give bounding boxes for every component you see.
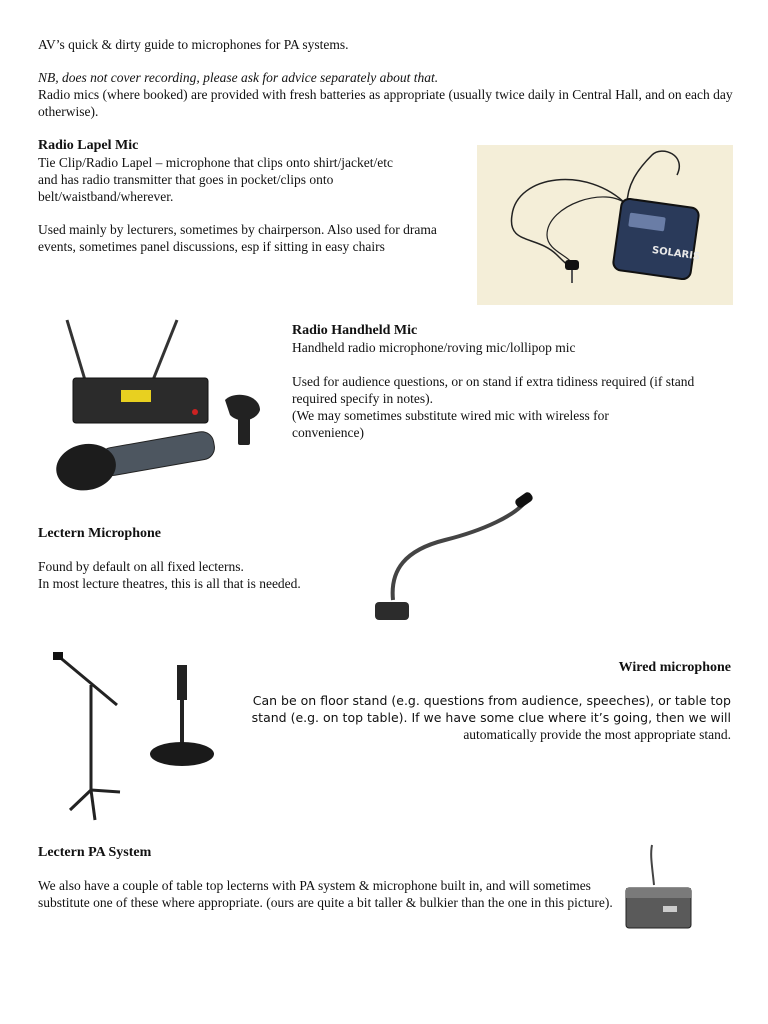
lectern-mic-line1: Found by default on all fixed lecterns. [38, 559, 244, 574]
batteries-note: Radio mics (where booked) are provided with fresh batteries as appropriate (usually twice daily in Central Hall, and on each day otherwise). [38, 87, 733, 119]
wired-line2: stand (e.g. on top table). If we have some clue where it’s going, then we will [251, 710, 731, 725]
lectern-pa-photo [618, 840, 698, 935]
table-stand-icon [150, 665, 214, 766]
mic-base-icon [375, 602, 409, 620]
lapel-clip-mic-icon [565, 260, 579, 270]
transmitter-brand-label: SOLARIS [651, 244, 701, 263]
radio-transmitter-icon [612, 198, 699, 280]
wired-line1: Can be on floor stand (e.g. questions from audience, speeches), or table top [252, 693, 731, 708]
lapel-mic-photo [477, 145, 733, 305]
antenna-right-icon [153, 320, 177, 380]
lapel-heading: Radio Lapel Mic [38, 138, 139, 153]
lectern-mic-heading: Lectern Microphone [38, 526, 161, 541]
page-title: AV’s quick & dirty guide to microphones for PA systems. [38, 37, 349, 52]
recording-note: NB, does not cover recording, please ask for advice separately about that. [38, 70, 439, 85]
lectern-mic-line2: In most lecture theatres, this is all that is needed. [38, 576, 301, 591]
gooseneck-icon [393, 502, 525, 600]
handheld-mic-icon [53, 422, 219, 495]
floor-stand-icon [53, 652, 120, 820]
handheld-mic-photo [45, 315, 275, 505]
mic-stands-photo [45, 650, 235, 825]
lectern-gooseneck-icon [651, 845, 654, 885]
gooseneck-mic-photo [365, 490, 540, 630]
handheld-heading: Radio Handheld Mic [292, 323, 418, 338]
handheld-usage: Used for audience questions, or on stand if extra tidiness required (if stand required specify in notes). [292, 374, 695, 406]
antenna-left-icon [67, 320, 85, 380]
handheld-note: (We may sometimes substitute wired mic with wireless for convenience) [292, 408, 609, 440]
lectern-pa-body: We also have a couple of table top lecterns with PA system & microphone built in, and will sometimes substitute one of these where appropriate. (ours are quite a bit taller & bulkier than the one in this picture). [38, 878, 613, 910]
handheld-desc: Handheld radio microphone/roving mic/lollipop mic [292, 340, 576, 355]
lectern-pa-heading: Lectern PA System [38, 845, 152, 860]
lapel-usage: Used mainly by lecturers, sometimes by chairperson. Also used for drama events, sometimes panel discussions, esp if sitting in easy chairs [38, 222, 437, 254]
wired-heading: Wired microphone [618, 660, 731, 675]
lapel-desc-line1: Tie Clip/Radio Lapel – microphone that clips onto shirt/jacket/etc [38, 155, 393, 170]
lapel-desc-line2: and has radio transmitter that goes in pocket/clips onto [38, 172, 334, 187]
wired-line3: automatically provide the most appropriate stand. [463, 727, 731, 742]
lapel-desc-line3: belt/waistband/wherever. [38, 189, 174, 204]
